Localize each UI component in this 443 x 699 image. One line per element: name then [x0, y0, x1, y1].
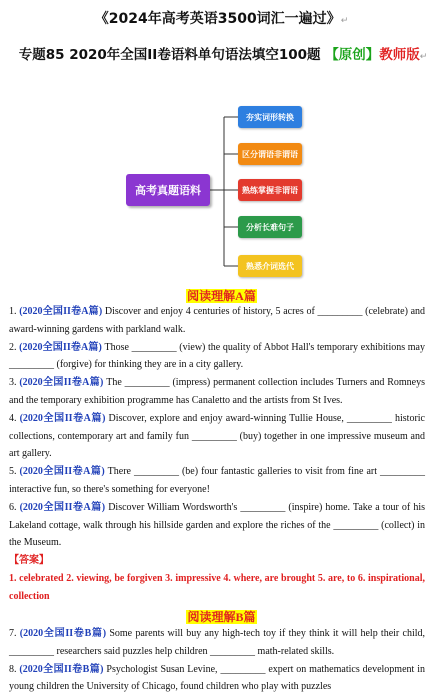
- document-title: 《2024年高考英语3500词汇一遍过》↵: [94, 11, 349, 27]
- question-item: 8. (2020全国II卷B篇) Psychologist Susan Levine, _________ expert on mathematics development in young children the University of Chicago, found children who play with puzzles: [9, 663, 425, 693]
- document-subtitle: 专题85 2020年全国II卷语料单句语法填空100题 【原创】教师版↵: [18, 47, 428, 63]
- mind-map-diagram: [118, 103, 324, 281]
- section-heading-b: 阅读理解B篇: [187, 610, 256, 624]
- question-item: 6. (2020全国II卷A篇) Discover William Wordsworth's _________ (inspire) home. Take a tour of his Lakeland cottage, walk through his hillside garden and explore the riches of the _________ (collect) in the Museum.: [9, 501, 425, 549]
- answer-text: 1. celebrated 2. viewing, be forgiven 3. impressive 4. where, are brought 5. are, to 6. inspirational, collection: [9, 572, 425, 602]
- questions-section-a: [9, 303, 425, 606]
- question-item: 2. (2020全国II卷A篇) Those _________ (view) the quality of Abbot Hall's temporary exhibitions may _________ (forgive) for thinking they are in a city gallery.: [9, 341, 425, 371]
- question-item: 1. (2020全国II卷A篇) Discover and enjoy 4 centuries of history, 5 acres of _________ (celebrate) and award-winning gardens with parkland walk.: [9, 306, 426, 335]
- question-item: 4. (2020全国II卷A篇) Discover, explore and enjoy award-winning Tullie House, _________ historic collections, contemporary art and family fun _________ (buy) together in one impressive museum and art gallery.: [9, 412, 426, 460]
- question-item: 7. (2020全国II卷B篇) Some parents will buy any high-tech toy if they think it will help their child, _________ researchers said puzzles help children _________ math-related skills.: [9, 628, 426, 657]
- section-heading-a: 阅读理解A篇: [187, 289, 256, 303]
- mind-map-branch: 夯实词形转换: [238, 106, 302, 128]
- mind-map-center: 高考真题语料: [126, 174, 210, 206]
- subtitle-end: 教师版: [379, 47, 420, 63]
- question-item: 3. (2020全国II卷A篇) The _________ (impress) permanent collection includes Turners and Romneys and the temporary exhibition programme has Canaletto and the artists from St Ives.: [9, 377, 426, 406]
- question-item: 5. (2020全国II卷A篇) There _________ (be) four fantastic galleries to visit from fine art _________ interactive fun, so there's something for everyone!: [9, 466, 425, 495]
- mind-map-branch: 熟练掌握非谓语: [238, 179, 302, 201]
- subtitle-tag: 【原创】: [325, 47, 380, 63]
- questions-section-b: [9, 625, 425, 696]
- mind-map-branch: 分析长难句子: [238, 216, 302, 238]
- mind-map-branch: 熟悉介词选代: [238, 255, 302, 277]
- subtitle-main: 专题85 2020年全国II卷语料单句语法填空100题: [18, 47, 321, 63]
- mind-map-branch: 区分谓语非谓语: [238, 143, 302, 165]
- answer-label: 【答案】: [9, 555, 49, 567]
